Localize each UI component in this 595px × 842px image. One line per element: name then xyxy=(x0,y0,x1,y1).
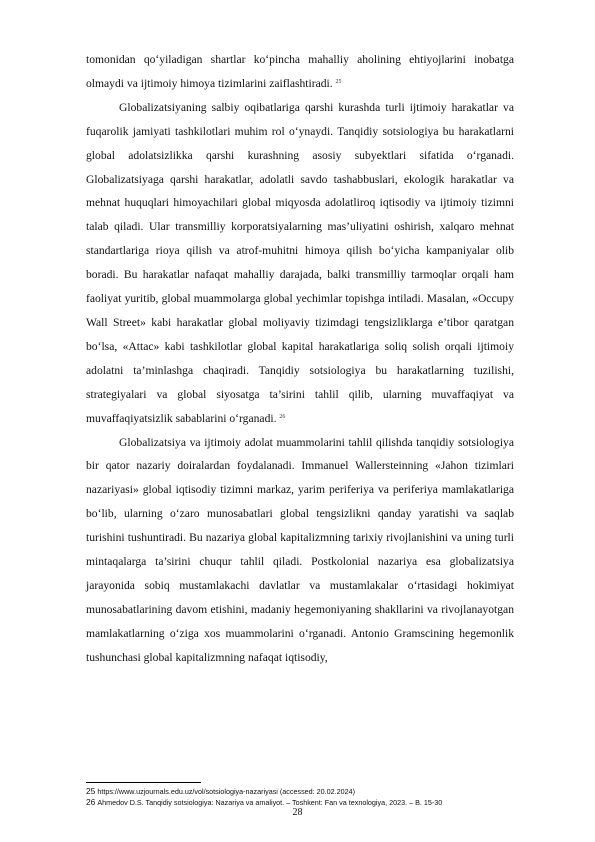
paragraph-2 xyxy=(86,96,514,431)
footnote-separator xyxy=(86,782,201,783)
footnote-text[interactable]: https://www.uzjournals.edu.uz/vol/sotsiologiya-nazariyasi (accessed: 20.02.2024) xyxy=(97,787,356,796)
footnote-ref-25[interactable]: 25 xyxy=(335,78,342,85)
paragraph-3 xyxy=(86,431,514,670)
page-number: 28 xyxy=(292,807,303,818)
footnotes-section xyxy=(86,782,516,808)
paragraph-3-text: Globalizatsiya va ijtimoiy adolat muammolarini tahlil qilishda tanqidiy sotsiologiya bir qator nazariy doiralardan foydalanadi. Immanuel Wallersteinning «Jahon tizimlari nazariyasi» global iqtisodiy tizimni markaz, yarim periferiya va periferiya mamlakatlariga bo‘lib, ularning o‘zaro munosabatlari global tengsizlikni qanday yaratishi va saqlab turishini tushuntiradi. Bu nazariya global kapitalizmning tarixiy rivojlanishini va uning turli mintaqalarga ta’sirini chuqur tahlil qiladi. Postkolonial nazariya esa globalizatsiya jarayonida sobiq mustamlakachi davlatlar va mustamlakalar o‘rtasidagi hokimiyat munosabatlarining davom etishini, madaniy hegemoniyaning shakllarini va rivojlanayotgan mamlakatlarning o‘ziga xos muammolarini o‘rganadi. Antonio Gramscining hegemonlik tushunchasi global kapitalizmning nafaqat iqtisodiy, xyxy=(86,435,514,664)
footnote-number: 26 xyxy=(86,797,96,807)
paragraph-1 xyxy=(86,48,514,96)
paragraph-1-text: tomonidan qo‘yiladigan shartlar ko‘pincha mahalliy aholining ehtiyojlarini inobatga olmaydi va ijtimoiy himoya tizimlarini zaiflashtiradi. xyxy=(86,53,514,90)
footnote-number: 25 xyxy=(86,786,96,796)
footnote-25 xyxy=(86,786,516,797)
paragraph-2-text: Globalizatsiyaning salbiy oqibatlariga qarshi kurashda turli ijtimoiy harakatlar va fuqarolik jamiyati tashkilotlari muhim rol o‘ynaydi. Tanqidiy sotsiologiya bu harakatlarni global adolatsizlikka qarshi kurashning asosiy subyektlari sifatida o‘rganadi. Globalizatsiyaga qarshi harakatlar, adolatli savdo tashabbuslari, ekologik harakatlar va mehnat huquqlari himoyachilari global miqyosda adolatliroq iqtisodiy va ijtimoiy tizimni talab qiladi. Ular transmilliy korporatsiyalarning mas’uliyatini oshirish, xalqaro mehnat standartlariga rioya qilish va atrof-muhitni himoya qilish bo‘yicha kampaniyalar olib boradi. Bu harakatlar nafaqat mahalliy darajada, balki transmilliy tarmoqlar orqali ham faoliyat yuritib, global muammolarga global yechimlar topishga intiladi. Masalan, «Occupy Wall Street» kabi harakatlar global moliyaviy tizimdagi tengsizliklarga e’tibor qaratgan bo‘lsa, «Attac» kabi tashkilotlar global kapital harakatlariga soliq solish orqali ijtimoiy adolatni ta’minlashga chaqiradi. Tanqidiy sotsiologiya bu harakatlarning tuzilishi, strategiyalari va global siyosatga ta’sirini tahlil qilib, ularning muvaffaqiyat va muvaffaqiyatsizlik sabablarini o‘rganadi. xyxy=(86,100,514,425)
body-text xyxy=(86,48,514,670)
footnote-text: Ahmedov D.S. Tanqidiy sotsiologiya: Nazariya va amaliyot. – Toshkent: Fan va texnologiya, 2023. – B. 15-30 xyxy=(97,798,443,807)
footnote-ref-26[interactable]: 26 xyxy=(279,413,286,420)
